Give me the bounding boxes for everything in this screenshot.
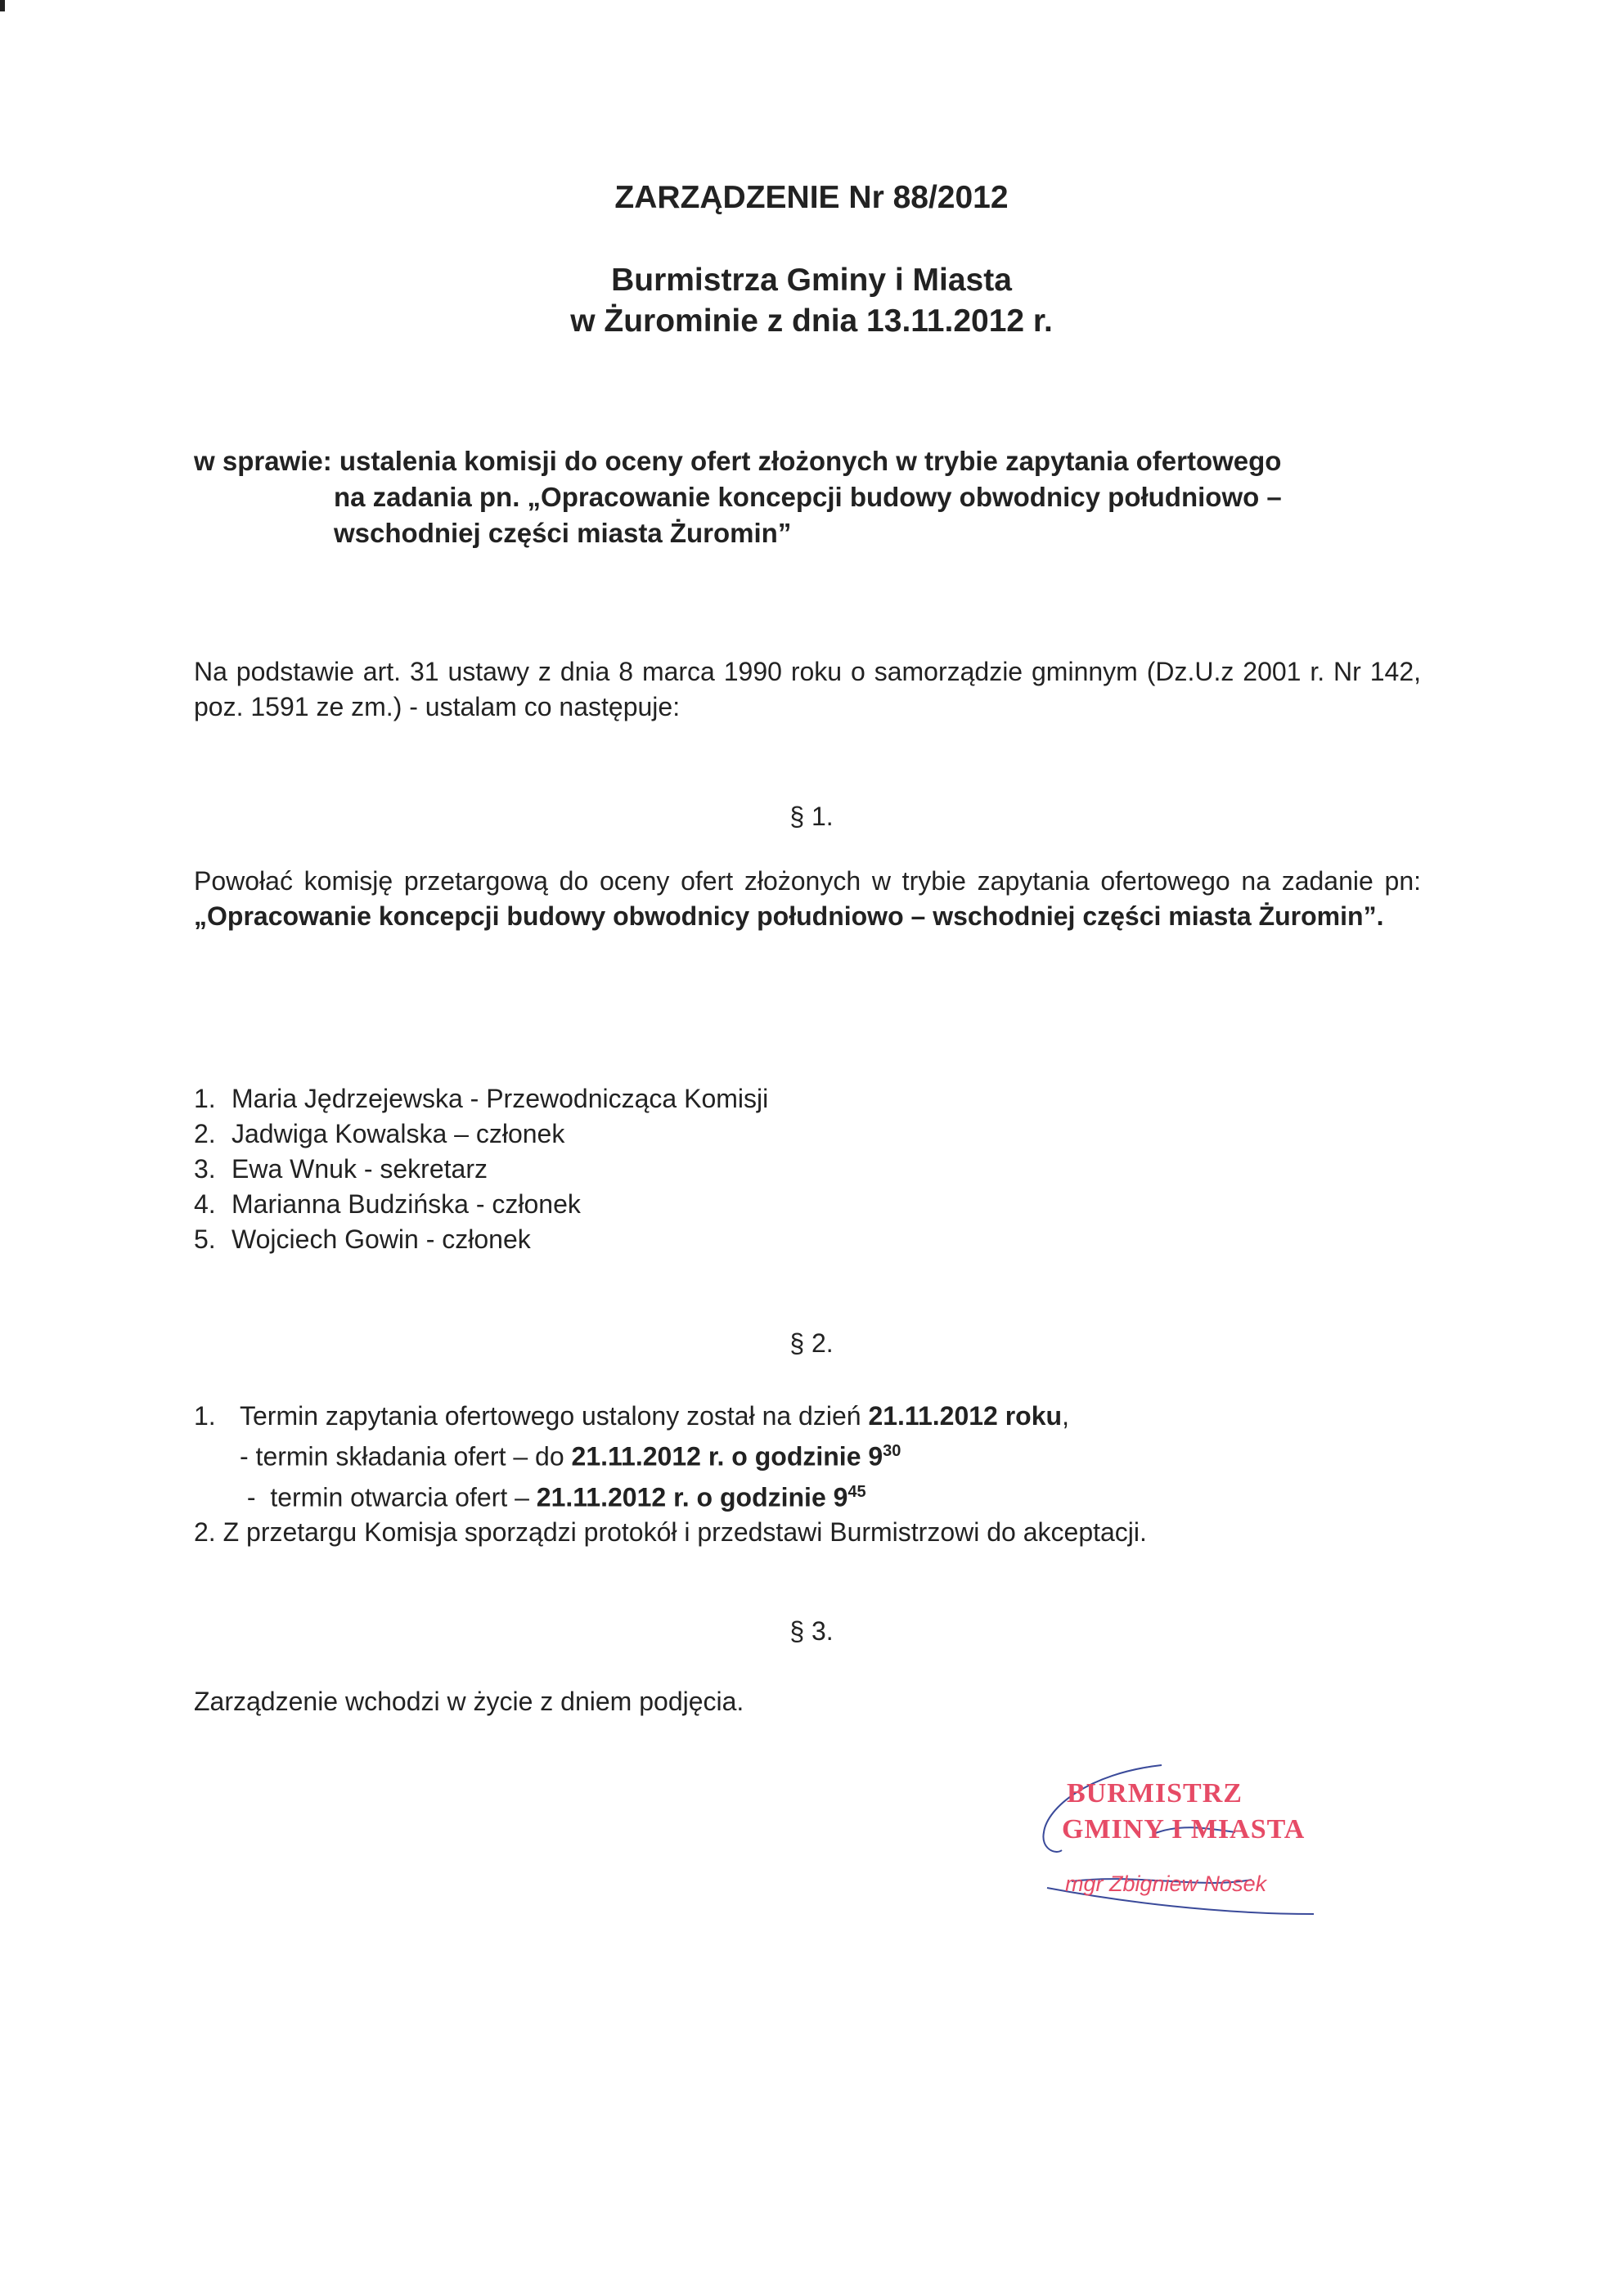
section-2-terms [194, 1399, 1421, 1550]
subject-line-1: w sprawie: ustalenia komisji do oceny ofert złożonych w trybie zapytania ofertowego [194, 446, 1282, 476]
term-submission-minutes: 30 [883, 1442, 901, 1460]
subject-line-3: wschodniej części miasta Żuromin” [334, 518, 792, 548]
list-number: 2. [194, 1119, 216, 1148]
section-2-heading: § 2. [789, 1328, 834, 1358]
stamp-signatory-name: mgr Zbigniew Nosek [1065, 1871, 1267, 1896]
term-opening-bold: 21.11.2012 r. o godzinie 9 [536, 1482, 848, 1512]
term-submission-plain: - termin składania ofert – do [240, 1441, 572, 1472]
term-end: , [1062, 1401, 1069, 1431]
stamp-line-1: BURMISTRZ [1067, 1778, 1243, 1808]
list-number: 3. [194, 1154, 216, 1184]
member-text: Ewa Wnuk - sekretarz [232, 1154, 488, 1184]
issuing-authority [0, 260, 1623, 342]
section-1-text [194, 864, 1421, 934]
list-item [194, 1117, 768, 1152]
list-item [194, 1081, 768, 1117]
list-item [194, 1222, 768, 1257]
section-1-heading: § 1. [789, 802, 834, 831]
burmistrz-stamp [1039, 1759, 1333, 1922]
subject-block [194, 443, 1421, 551]
legal-basis: Na podstawie art. 31 ustawy z dnia 8 marca 1990 roku o samorządzie gminnym (Dz.U.z 2001 r. Nr 142, poz. 1591 ze zm.) - ustalam co następuje: [194, 657, 1421, 721]
term-item-2: 2. Z przetargu Komisja sporządzi protokół i przedstawi Burmistrzowi do akceptacji. [194, 1517, 1147, 1548]
term-submission [194, 1434, 1421, 1475]
list-item [194, 1152, 768, 1187]
term-opening [194, 1475, 1421, 1516]
subject-line-2: na zadania pn. „Opracowanie koncepcji budowy obwodnicy południowo – [334, 482, 1282, 512]
member-text: Wojciech Gowin - członek [232, 1224, 531, 1254]
list-number: 5. [194, 1224, 216, 1254]
term-submission-bold: 21.11.2012 r. o godzinie 9 [571, 1441, 883, 1472]
section-1-plain: Powołać komisję przetargową do oceny ofert złożonych w trybie zapytania ofertowego na zadanie pn: [194, 866, 1421, 896]
member-text: Jadwiga Kowalska – członek [232, 1119, 565, 1148]
list-item [194, 1187, 768, 1222]
list-number: 1. [194, 1401, 216, 1431]
authority-line-1: Burmistrza Gminy i Miasta [611, 263, 1012, 298]
term-item-1-plain: Termin zapytania ofertowego ustalony został na dzień [240, 1401, 869, 1431]
section-3-heading: § 3. [789, 1616, 834, 1646]
term-item-1 [194, 1399, 1421, 1434]
member-text: Maria Jędrzejewska - Przewodnicząca Komisji [232, 1084, 769, 1113]
term-date: 21.11.2012 roku [868, 1401, 1063, 1431]
section-1-task-name: „Opracowanie koncepcji budowy obwodnicy południowo – wschodniej części miasta Żuromin”. [194, 901, 1384, 931]
scan-edge-mark [0, 0, 5, 11]
term-opening-minutes: 45 [847, 1482, 866, 1501]
member-text: Marianna Budzińska - członek [232, 1189, 581, 1219]
document-title: ZARZĄDZENIE Nr 88/2012 [614, 180, 1009, 215]
authority-line-2: w Żurominie z dnia 13.11.2012 r. [570, 303, 1053, 339]
section-3-text: Zarządzenie wchodzi w życie z dniem podjęcia. [194, 1687, 744, 1716]
stamp-line-2: GMINY I MIASTA [1062, 1814, 1306, 1844]
commission-members-list [194, 1081, 768, 1257]
list-number: 4. [194, 1189, 216, 1219]
list-number: 1. [194, 1084, 216, 1113]
term-opening-plain: - termin otwarcia ofert – [240, 1482, 537, 1512]
